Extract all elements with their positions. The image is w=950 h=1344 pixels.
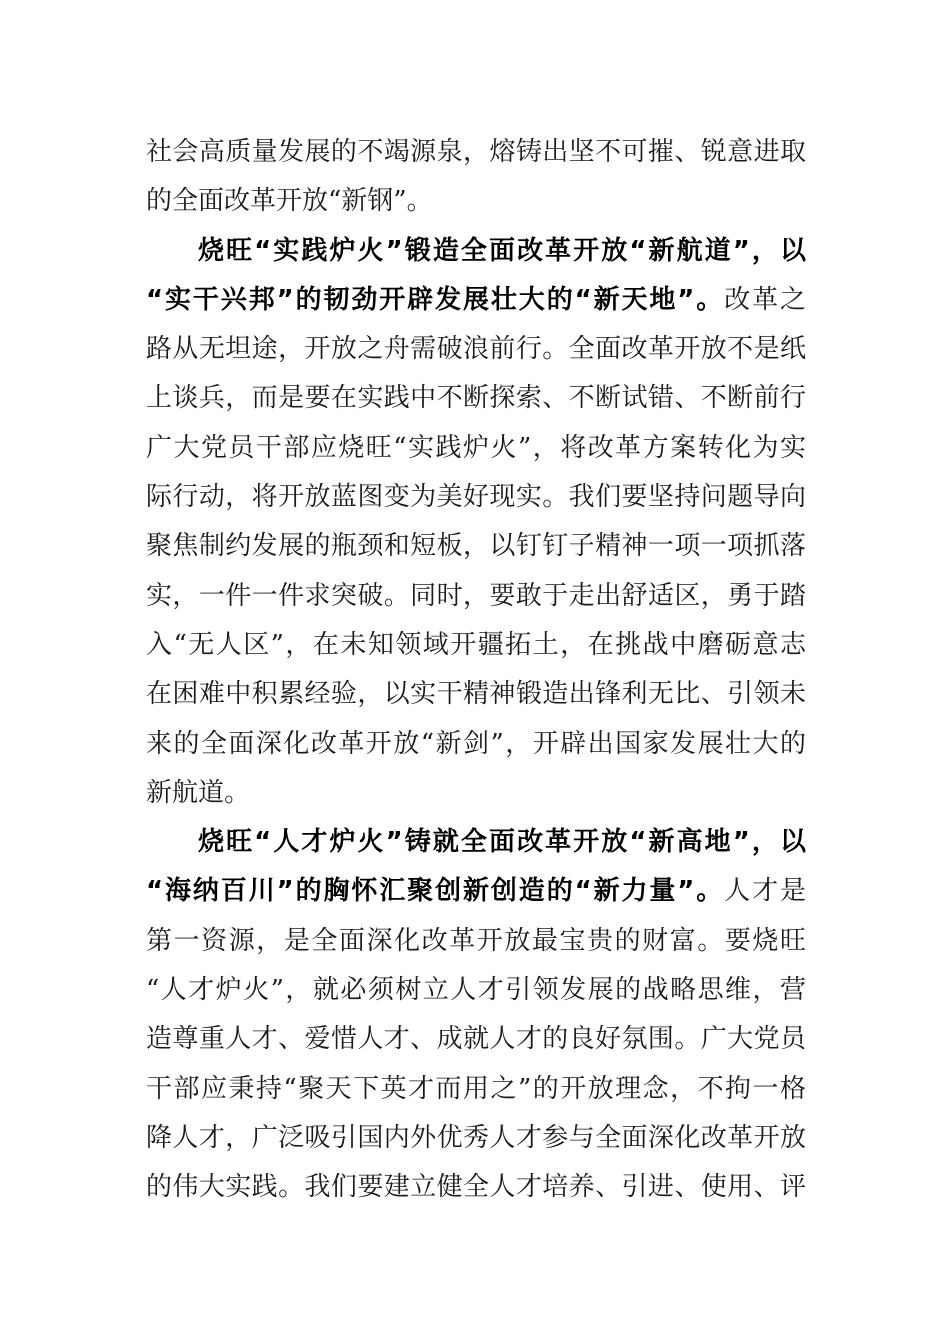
body-text-column <box>146 128 806 1213</box>
text-line <box>146 1065 806 1114</box>
line-text: 的伟大实践。我们要建立健全人才培养、引进、使用、评 <box>146 1172 806 1203</box>
text-line <box>146 769 806 818</box>
text-line <box>146 1114 806 1163</box>
line-text: 广大党员干部应烧旺“实践炉火”，将改革方案转化为实 <box>146 432 806 463</box>
line-text: 人才是 <box>724 876 806 907</box>
text-line <box>146 917 806 966</box>
text-line <box>146 424 806 473</box>
line-text: 实，一件一件求突破。同时，要敢于走出舒适区，勇于踏 <box>146 580 806 611</box>
text-line <box>146 374 806 423</box>
line-text: “人才炉火”，就必须树立人才引领发展的战略思维，营 <box>146 975 806 1006</box>
line-text: 新航道。 <box>146 777 251 808</box>
line-text: 在困难中积累经验，以实干精神锻造出锋利无比、引领未 <box>146 679 806 710</box>
text-line <box>146 720 806 769</box>
line-text: 干部应秉持“聚天下英才而用之”的开放理念，不拘一格 <box>146 1073 806 1104</box>
section-heading-line <box>146 276 806 325</box>
line-text: 社会高质量发展的不竭源泉，熔铸出坚不可摧、锐意进取 <box>146 137 806 167</box>
text-line <box>146 177 806 226</box>
text-line <box>146 572 806 621</box>
text-line <box>146 1015 806 1064</box>
bold-lead: 烧旺“实践炉火”锻造全面改革开放“新航道”，以 <box>198 235 806 266</box>
text-line <box>146 128 806 177</box>
line-text: 来的全面深化改革开放“新剑”，开辟出国家发展壮大的 <box>146 728 806 759</box>
line-text: 际行动，将开放蓝图变为美好现实。我们要坚持问题导向 <box>146 482 806 513</box>
line-text: 入“无人区”，在未知领域开疆拓土，在挑战中磨砺意志 <box>146 629 806 660</box>
text-line <box>146 473 806 522</box>
line-text: 降人才，广泛吸引国内外优秀人才参与全面深化改革开放 <box>146 1122 806 1153</box>
text-line <box>146 966 806 1015</box>
bold-lead: “实干兴邦”的韧劲开辟发展壮大的“新天地”。 <box>146 284 725 315</box>
text-line <box>146 325 806 374</box>
bold-lead: “海纳百川”的胸怀汇聚创新创造的“新力量”。 <box>146 876 725 907</box>
line-text: 第一资源，是全面深化改革开放最宝贵的财富。要烧旺 <box>146 925 806 956</box>
text-line <box>146 522 806 571</box>
line-text: 造尊重人才、爱惜人才、成就人才的良好氛围。广大党员 <box>146 1024 806 1055</box>
line-text: 上谈兵，而是要在实践中不断探索、不断试错、不断前行 <box>146 383 806 414</box>
line-text: 路从无坦途，开放之舟需破浪前行。全面改革开放不是纸 <box>146 334 806 365</box>
text-line <box>146 670 806 719</box>
text-line <box>146 1163 806 1212</box>
text-line <box>146 621 806 670</box>
line-text: 改革之 <box>724 284 806 315</box>
section-heading-line <box>146 867 806 916</box>
line-text: 聚焦制约发展的瓶颈和短板，以钉钉子精神一项一项抓落 <box>146 531 806 562</box>
line-text: 的全面改革开放“新钢”。 <box>146 186 433 217</box>
section-heading-line <box>146 227 806 276</box>
bold-lead: 烧旺“人才炉火”铸就全面改革开放“新高地”，以 <box>198 827 806 858</box>
section-heading-line <box>146 818 806 867</box>
